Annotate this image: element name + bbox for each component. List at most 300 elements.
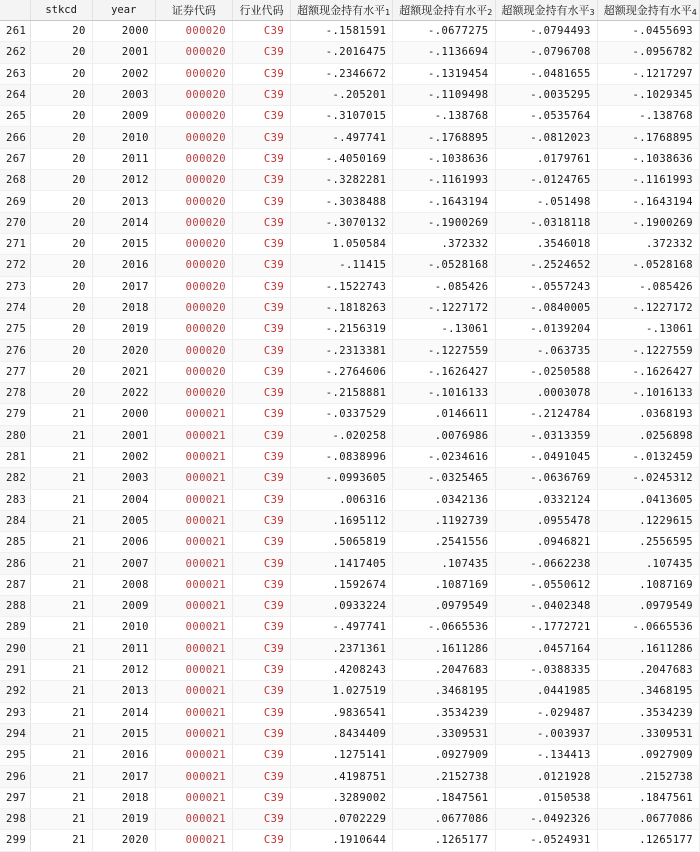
cell-ech1[interactable]: -.2158881 [291, 383, 393, 404]
cell-ech3[interactable]: -.029487 [495, 702, 597, 723]
cell-indcode[interactable]: C39 [232, 766, 290, 787]
cell-ech3[interactable]: -.0491045 [495, 446, 597, 467]
cell-indcode[interactable]: C39 [232, 532, 290, 553]
cell-year[interactable]: 2016 [92, 255, 155, 276]
cell-stkcd[interactable]: 21 [30, 702, 92, 723]
cell-stkcd[interactable]: 20 [30, 319, 92, 340]
cell-stkcd[interactable]: 21 [30, 489, 92, 510]
cell-ech4[interactable]: .1087169 [597, 574, 699, 595]
cell-ech2[interactable]: -.1109498 [393, 84, 495, 105]
cell-ech3[interactable]: -.0481655 [495, 63, 597, 84]
cell-indcode[interactable]: C39 [232, 723, 290, 744]
cell-ech1[interactable]: -.497741 [291, 127, 393, 148]
cell-ech1[interactable]: .1417405 [291, 553, 393, 574]
cell-ech4[interactable]: .0413605 [597, 489, 699, 510]
cell-indcode[interactable]: C39 [232, 638, 290, 659]
cell-year[interactable]: 2002 [92, 446, 155, 467]
cell-ech3[interactable]: -.0388335 [495, 659, 597, 680]
cell-stkcd[interactable]: 20 [30, 63, 92, 84]
cell-ech3[interactable]: -.0557243 [495, 276, 597, 297]
cell-year[interactable]: 2009 [92, 596, 155, 617]
cell-ech4[interactable]: -.1038636 [597, 148, 699, 169]
table-row[interactable] [0, 21, 700, 42]
cell-ech1[interactable]: -.020258 [291, 425, 393, 446]
cell-indcode[interactable]: C39 [232, 297, 290, 318]
cell-indcode[interactable]: C39 [232, 659, 290, 680]
cell-indcode[interactable]: C39 [232, 148, 290, 169]
cell-year[interactable]: 2011 [92, 148, 155, 169]
cell-stkcd[interactable]: 21 [30, 446, 92, 467]
cell-ech1[interactable]: 1.050584 [291, 233, 393, 254]
cell-ech2[interactable]: .1611286 [393, 638, 495, 659]
cell-seccode[interactable]: 000020 [155, 319, 232, 340]
cell-ech2[interactable]: .107435 [393, 553, 495, 574]
cell-ech1[interactable]: -.1581591 [291, 21, 393, 42]
cell-ech3[interactable]: -.2524652 [495, 255, 597, 276]
cell-ech3[interactable]: -.051498 [495, 191, 597, 212]
cell-ech4[interactable]: .3309531 [597, 723, 699, 744]
cell-year[interactable]: 2002 [92, 63, 155, 84]
cell-seccode[interactable]: 000021 [155, 702, 232, 723]
cell-seccode[interactable]: 000020 [155, 63, 232, 84]
column-header-indcode[interactable]: 行业代码 [232, 0, 290, 21]
cell-seccode[interactable]: 000020 [155, 212, 232, 233]
cell-ech3[interactable]: -.1772721 [495, 617, 597, 638]
cell-stkcd[interactable]: 21 [30, 510, 92, 531]
cell-seccode[interactable]: 000021 [155, 425, 232, 446]
cell-ech2[interactable]: .0342136 [393, 489, 495, 510]
cell-ech3[interactable]: -.0313359 [495, 425, 597, 446]
cell-indcode[interactable]: C39 [232, 191, 290, 212]
cell-ech2[interactable]: -.0665536 [393, 617, 495, 638]
cell-ech1[interactable]: .5065819 [291, 532, 393, 553]
cell-ech3[interactable]: .0441985 [495, 681, 597, 702]
table-row[interactable] [0, 659, 700, 680]
cell-indcode[interactable]: C39 [232, 617, 290, 638]
cell-ech3[interactable]: .0457164 [495, 638, 597, 659]
cell-seccode[interactable]: 000021 [155, 617, 232, 638]
table-row[interactable] [0, 638, 700, 659]
cell-indcode[interactable]: C39 [232, 106, 290, 127]
cell-ech3[interactable]: -.063735 [495, 340, 597, 361]
cell-stkcd[interactable]: 20 [30, 233, 92, 254]
cell-indcode[interactable]: C39 [232, 340, 290, 361]
cell-indcode[interactable]: C39 [232, 255, 290, 276]
cell-ech3[interactable]: .0121928 [495, 766, 597, 787]
table-row[interactable] [0, 681, 700, 702]
cell-seccode[interactable]: 000021 [155, 830, 232, 851]
cell-seccode[interactable]: 000020 [155, 21, 232, 42]
cell-year[interactable]: 2019 [92, 808, 155, 829]
cell-ech4[interactable]: .2047683 [597, 659, 699, 680]
cell-indcode[interactable]: C39 [232, 361, 290, 382]
table-row[interactable] [0, 212, 700, 233]
cell-ech4[interactable]: -.0528168 [597, 255, 699, 276]
cell-ech3[interactable]: -.0318118 [495, 212, 597, 233]
cell-year[interactable]: 2020 [92, 830, 155, 851]
cell-ech2[interactable]: -.13061 [393, 319, 495, 340]
cell-ech1[interactable]: -.2764606 [291, 361, 393, 382]
cell-ech1[interactable]: -.1522743 [291, 276, 393, 297]
cell-indcode[interactable]: C39 [232, 510, 290, 531]
cell-stkcd[interactable]: 21 [30, 745, 92, 766]
cell-ech4[interactable]: -.138768 [597, 106, 699, 127]
cell-ech3[interactable]: .0955478 [495, 510, 597, 531]
cell-ech2[interactable]: -.1227172 [393, 297, 495, 318]
cell-year[interactable]: 2015 [92, 233, 155, 254]
cell-year[interactable]: 2014 [92, 702, 155, 723]
cell-seccode[interactable]: 000020 [155, 106, 232, 127]
cell-stkcd[interactable]: 20 [30, 255, 92, 276]
table-row[interactable] [0, 297, 700, 318]
cell-stkcd[interactable]: 20 [30, 127, 92, 148]
cell-seccode[interactable]: 000020 [155, 255, 232, 276]
cell-ech2[interactable]: .1192739 [393, 510, 495, 531]
cell-ech1[interactable]: -.497741 [291, 617, 393, 638]
table-row[interactable] [0, 532, 700, 553]
cell-indcode[interactable]: C39 [232, 808, 290, 829]
column-header-ech4[interactable] [597, 0, 699, 21]
cell-ech4[interactable]: -.0665536 [597, 617, 699, 638]
cell-ech4[interactable]: .0368193 [597, 404, 699, 425]
cell-ech3[interactable]: .0003078 [495, 383, 597, 404]
cell-ech4[interactable]: .3534239 [597, 702, 699, 723]
cell-ech2[interactable]: -.138768 [393, 106, 495, 127]
cell-stkcd[interactable]: 21 [30, 404, 92, 425]
cell-ech2[interactable]: .2047683 [393, 659, 495, 680]
table-row[interactable] [0, 63, 700, 84]
cell-stkcd[interactable]: 20 [30, 297, 92, 318]
cell-year[interactable]: 2017 [92, 766, 155, 787]
table-row[interactable] [0, 723, 700, 744]
cell-stkcd[interactable]: 20 [30, 84, 92, 105]
cell-year[interactable]: 2006 [92, 532, 155, 553]
cell-stkcd[interactable]: 20 [30, 340, 92, 361]
cell-stkcd[interactable]: 21 [30, 532, 92, 553]
table-row[interactable] [0, 745, 700, 766]
cell-stkcd[interactable]: 21 [30, 830, 92, 851]
cell-ech4[interactable]: .1611286 [597, 638, 699, 659]
cell-year[interactable]: 2018 [92, 787, 155, 808]
cell-ech1[interactable]: -.2156319 [291, 319, 393, 340]
cell-indcode[interactable]: C39 [232, 489, 290, 510]
cell-ech1[interactable]: .1275141 [291, 745, 393, 766]
cell-ech2[interactable]: .1087169 [393, 574, 495, 595]
table-row[interactable] [0, 468, 700, 489]
cell-ech1[interactable]: -.0838996 [291, 446, 393, 467]
cell-ech2[interactable]: .372332 [393, 233, 495, 254]
cell-year[interactable]: 2018 [92, 297, 155, 318]
cell-ech2[interactable]: .0677086 [393, 808, 495, 829]
cell-ech4[interactable]: .2152738 [597, 766, 699, 787]
table-row[interactable] [0, 84, 700, 105]
cell-ech1[interactable]: -.2016475 [291, 42, 393, 63]
cell-ech2[interactable]: .3534239 [393, 702, 495, 723]
cell-ech4[interactable]: .0927909 [597, 745, 699, 766]
cell-ech4[interactable]: -.1900269 [597, 212, 699, 233]
cell-year[interactable]: 2013 [92, 681, 155, 702]
cell-ech1[interactable]: -.3070132 [291, 212, 393, 233]
cell-stkcd[interactable]: 20 [30, 191, 92, 212]
cell-seccode[interactable]: 000021 [155, 489, 232, 510]
cell-ech1[interactable]: -.1818263 [291, 297, 393, 318]
cell-ech1[interactable]: .1695112 [291, 510, 393, 531]
cell-seccode[interactable]: 000021 [155, 553, 232, 574]
cell-ech1[interactable]: .1592674 [291, 574, 393, 595]
column-header-ech2[interactable] [393, 0, 495, 21]
cell-stkcd[interactable]: 20 [30, 212, 92, 233]
cell-year[interactable]: 2000 [92, 404, 155, 425]
cell-stkcd[interactable]: 21 [30, 723, 92, 744]
cell-stkcd[interactable]: 21 [30, 808, 92, 829]
column-header-row[interactable] [0, 0, 700, 21]
cell-seccode[interactable]: 000020 [155, 233, 232, 254]
cell-stkcd[interactable]: 21 [30, 681, 92, 702]
cell-ech1[interactable]: -.205201 [291, 84, 393, 105]
cell-ech2[interactable]: -.085426 [393, 276, 495, 297]
cell-ech4[interactable]: -.0455693 [597, 21, 699, 42]
cell-ech2[interactable]: -.1900269 [393, 212, 495, 233]
cell-ech3[interactable]: -.0139204 [495, 319, 597, 340]
cell-ech1[interactable]: -.2346672 [291, 63, 393, 84]
cell-seccode[interactable]: 000021 [155, 510, 232, 531]
table-row[interactable] [0, 446, 700, 467]
cell-indcode[interactable]: C39 [232, 42, 290, 63]
cell-year[interactable]: 2004 [92, 489, 155, 510]
column-header-year[interactable]: year [92, 0, 155, 21]
cell-year[interactable]: 2012 [92, 170, 155, 191]
cell-ech4[interactable]: -.1217297 [597, 63, 699, 84]
cell-ech4[interactable]: -.1768895 [597, 127, 699, 148]
cell-ech3[interactable]: -.0636769 [495, 468, 597, 489]
cell-ech3[interactable]: -.0124765 [495, 170, 597, 191]
cell-ech2[interactable]: -.1319454 [393, 63, 495, 84]
column-header-ech1[interactable] [291, 0, 393, 21]
cell-ech4[interactable]: -.13061 [597, 319, 699, 340]
table-row[interactable] [0, 42, 700, 63]
cell-year[interactable]: 2020 [92, 340, 155, 361]
cell-year[interactable]: 2022 [92, 383, 155, 404]
cell-seccode[interactable]: 000021 [155, 723, 232, 744]
cell-indcode[interactable]: C39 [232, 702, 290, 723]
cell-indcode[interactable]: C39 [232, 276, 290, 297]
cell-ech2[interactable]: -.1227559 [393, 340, 495, 361]
cell-seccode[interactable]: 000021 [155, 404, 232, 425]
cell-ech2[interactable]: -.1626427 [393, 361, 495, 382]
cell-ech2[interactable]: .0146611 [393, 404, 495, 425]
cell-stkcd[interactable]: 21 [30, 617, 92, 638]
cell-seccode[interactable]: 000020 [155, 84, 232, 105]
cell-seccode[interactable]: 000020 [155, 297, 232, 318]
cell-ech3[interactable]: -.0550612 [495, 574, 597, 595]
cell-stkcd[interactable]: 20 [30, 383, 92, 404]
cell-indcode[interactable]: C39 [232, 468, 290, 489]
cell-ech1[interactable]: .9836541 [291, 702, 393, 723]
table-row[interactable] [0, 170, 700, 191]
cell-ech3[interactable]: .3546018 [495, 233, 597, 254]
cell-ech1[interactable]: .1910644 [291, 830, 393, 851]
cell-ech3[interactable]: -.0794493 [495, 21, 597, 42]
cell-seccode[interactable]: 000020 [155, 361, 232, 382]
cell-ech3[interactable]: .0179761 [495, 148, 597, 169]
cell-seccode[interactable]: 000021 [155, 596, 232, 617]
cell-ech2[interactable]: -.1643194 [393, 191, 495, 212]
cell-seccode[interactable]: 000020 [155, 191, 232, 212]
cell-year[interactable]: 2011 [92, 638, 155, 659]
cell-ech4[interactable]: .0256898 [597, 425, 699, 446]
table-row[interactable] [0, 127, 700, 148]
cell-stkcd[interactable]: 21 [30, 574, 92, 595]
column-header-ech3[interactable] [495, 0, 597, 21]
cell-ech3[interactable]: .0150538 [495, 787, 597, 808]
cell-seccode[interactable]: 000020 [155, 42, 232, 63]
cell-stkcd[interactable]: 21 [30, 553, 92, 574]
cell-ech1[interactable]: .2371361 [291, 638, 393, 659]
cell-ech1[interactable]: .8434409 [291, 723, 393, 744]
table-row[interactable] [0, 766, 700, 787]
cell-indcode[interactable]: C39 [232, 127, 290, 148]
cell-stkcd[interactable]: 21 [30, 766, 92, 787]
table-row[interactable] [0, 574, 700, 595]
cell-ech3[interactable]: -.0250588 [495, 361, 597, 382]
cell-ech1[interactable]: -.3107015 [291, 106, 393, 127]
cell-year[interactable]: 2009 [92, 106, 155, 127]
cell-ech3[interactable]: -.003937 [495, 723, 597, 744]
cell-indcode[interactable]: C39 [232, 596, 290, 617]
cell-ech1[interactable]: 1.027519 [291, 681, 393, 702]
cell-stkcd[interactable]: 20 [30, 170, 92, 191]
cell-ech3[interactable]: .0946821 [495, 532, 597, 553]
cell-indcode[interactable]: C39 [232, 383, 290, 404]
cell-ech2[interactable]: -.1038636 [393, 148, 495, 169]
cell-indcode[interactable]: C39 [232, 745, 290, 766]
cell-seccode[interactable]: 000021 [155, 574, 232, 595]
cell-ech1[interactable]: -.0993605 [291, 468, 393, 489]
cell-ech3[interactable]: -.134413 [495, 745, 597, 766]
cell-stkcd[interactable]: 21 [30, 659, 92, 680]
cell-year[interactable]: 2001 [92, 42, 155, 63]
cell-ech2[interactable]: -.0234616 [393, 446, 495, 467]
cell-seccode[interactable]: 000021 [155, 681, 232, 702]
cell-year[interactable]: 2015 [92, 723, 155, 744]
cell-year[interactable]: 2012 [92, 659, 155, 680]
cell-seccode[interactable]: 000020 [155, 340, 232, 361]
cell-stkcd[interactable]: 20 [30, 361, 92, 382]
cell-ech1[interactable]: .4208243 [291, 659, 393, 680]
table-row[interactable] [0, 808, 700, 829]
cell-ech4[interactable]: -.1161993 [597, 170, 699, 191]
cell-year[interactable]: 2005 [92, 510, 155, 531]
cell-ech2[interactable]: .0076986 [393, 425, 495, 446]
cell-seccode[interactable]: 000021 [155, 808, 232, 829]
cell-ech3[interactable]: -.0662238 [495, 553, 597, 574]
cell-year[interactable]: 2014 [92, 212, 155, 233]
cell-ech4[interactable]: -.0956782 [597, 42, 699, 63]
table-row[interactable] [0, 489, 700, 510]
cell-seccode[interactable]: 000021 [155, 638, 232, 659]
cell-ech2[interactable]: .0927909 [393, 745, 495, 766]
cell-stkcd[interactable]: 21 [30, 425, 92, 446]
cell-year[interactable]: 2010 [92, 127, 155, 148]
cell-ech4[interactable]: .0979549 [597, 596, 699, 617]
cell-ech3[interactable]: -.0840005 [495, 297, 597, 318]
table-row[interactable] [0, 404, 700, 425]
table-row[interactable] [0, 255, 700, 276]
cell-ech1[interactable]: -.11415 [291, 255, 393, 276]
cell-ech1[interactable]: .3289002 [291, 787, 393, 808]
cell-ech2[interactable]: -.0677275 [393, 21, 495, 42]
cell-ech4[interactable]: .107435 [597, 553, 699, 574]
cell-year[interactable]: 2010 [92, 617, 155, 638]
cell-indcode[interactable]: C39 [232, 63, 290, 84]
cell-year[interactable]: 2000 [92, 21, 155, 42]
cell-year[interactable]: 2003 [92, 468, 155, 489]
cell-ech1[interactable]: -.0337529 [291, 404, 393, 425]
cell-ech4[interactable]: .2556595 [597, 532, 699, 553]
cell-seccode[interactable]: 000021 [155, 446, 232, 467]
cell-year[interactable]: 2019 [92, 319, 155, 340]
cell-ech4[interactable]: .3468195 [597, 681, 699, 702]
cell-stkcd[interactable]: 21 [30, 638, 92, 659]
cell-indcode[interactable]: C39 [232, 574, 290, 595]
cell-indcode[interactable]: C39 [232, 553, 290, 574]
table-row[interactable] [0, 361, 700, 382]
cell-year[interactable]: 2016 [92, 745, 155, 766]
cell-ech4[interactable]: -.1643194 [597, 191, 699, 212]
cell-ech4[interactable]: .1265177 [597, 830, 699, 851]
cell-ech4[interactable]: .372332 [597, 233, 699, 254]
cell-year[interactable]: 2017 [92, 276, 155, 297]
cell-ech3[interactable]: -.0035295 [495, 84, 597, 105]
table-row[interactable] [0, 148, 700, 169]
table-body[interactable] [0, 21, 700, 852]
cell-ech3[interactable]: -.0535764 [495, 106, 597, 127]
table-row[interactable] [0, 106, 700, 127]
table-row[interactable] [0, 702, 700, 723]
cell-indcode[interactable]: C39 [232, 84, 290, 105]
cell-ech4[interactable]: .0677086 [597, 808, 699, 829]
cell-stkcd[interactable]: 20 [30, 21, 92, 42]
table-row[interactable] [0, 276, 700, 297]
cell-year[interactable]: 2008 [92, 574, 155, 595]
cell-stkcd[interactable]: 20 [30, 148, 92, 169]
cell-seccode[interactable]: 000021 [155, 787, 232, 808]
cell-stkcd[interactable]: 21 [30, 468, 92, 489]
cell-ech2[interactable]: -.1161993 [393, 170, 495, 191]
cell-ech2[interactable]: .3468195 [393, 681, 495, 702]
cell-stkcd[interactable]: 20 [30, 276, 92, 297]
table-row[interactable] [0, 319, 700, 340]
cell-stkcd[interactable]: 21 [30, 787, 92, 808]
cell-indcode[interactable]: C39 [232, 787, 290, 808]
cell-ech1[interactable]: .0702229 [291, 808, 393, 829]
table-row[interactable] [0, 510, 700, 531]
cell-ech1[interactable]: -.3282281 [291, 170, 393, 191]
cell-indcode[interactable]: C39 [232, 681, 290, 702]
cell-indcode[interactable]: C39 [232, 446, 290, 467]
table-row[interactable] [0, 233, 700, 254]
cell-ech2[interactable]: -.0325465 [393, 468, 495, 489]
cell-stkcd[interactable]: 20 [30, 42, 92, 63]
cell-ech4[interactable]: -.085426 [597, 276, 699, 297]
cell-ech2[interactable]: -.0528168 [393, 255, 495, 276]
cell-seccode[interactable]: 000021 [155, 532, 232, 553]
cell-ech2[interactable]: .0979549 [393, 596, 495, 617]
cell-ech4[interactable]: -.0245312 [597, 468, 699, 489]
cell-indcode[interactable]: C39 [232, 319, 290, 340]
column-header-stkcd[interactable]: stkcd [30, 0, 92, 21]
cell-stkcd[interactable]: 20 [30, 106, 92, 127]
